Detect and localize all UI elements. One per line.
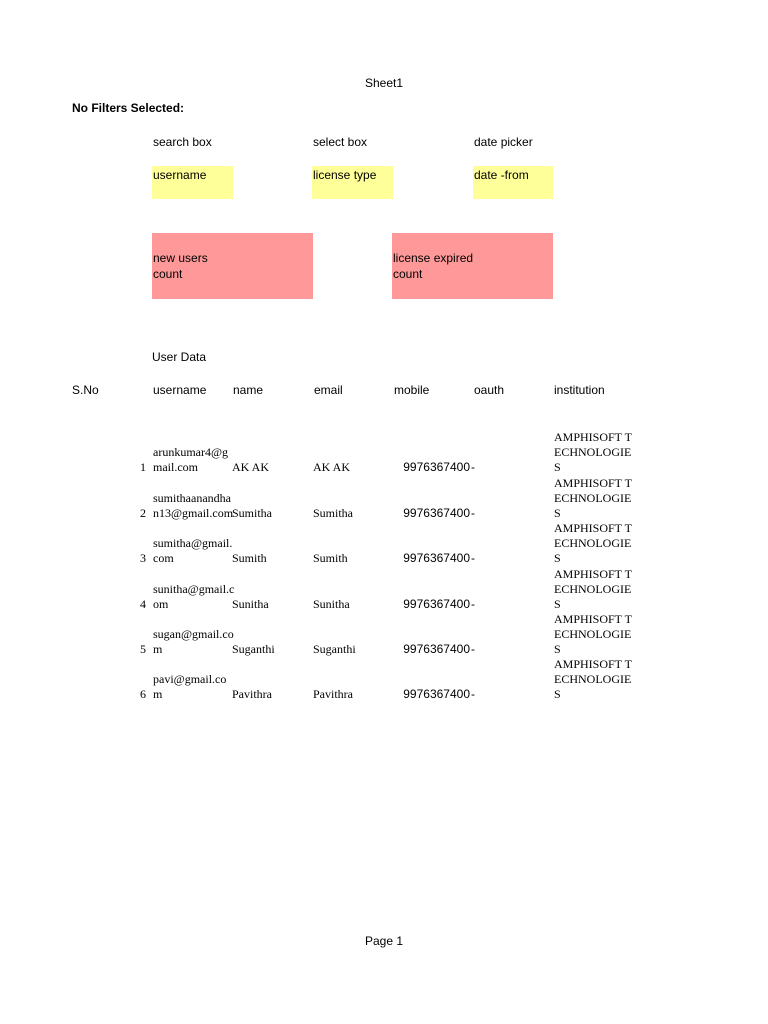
cell-username: sumitha@gmail.com: [153, 536, 233, 565]
page-footer: Page 1: [364, 934, 404, 948]
cell-institution: AMPHISOFT TECHNOLOGIES: [554, 476, 632, 520]
cell-mobile: 9976367400: [403, 642, 470, 656]
license-type-filter-label: license type: [313, 168, 377, 182]
cell-institution: AMPHISOFT TECHNOLOGIES: [554, 521, 632, 565]
cell-oauth: -: [471, 460, 475, 474]
sheet-title: Sheet1: [364, 76, 404, 90]
cell-institution: AMPHISOFT TECHNOLOGIES: [554, 567, 632, 611]
cell-name: AK AK: [232, 460, 270, 474]
cell-username: sunitha@gmail.com: [153, 582, 235, 611]
cell-name: Sunitha: [232, 597, 269, 611]
cell-sno: 4: [140, 597, 146, 611]
cell-username: sugan@gmail.com: [153, 627, 234, 656]
filters-status: No Filters Selected:: [72, 101, 185, 115]
cell-sno: 1: [140, 460, 146, 474]
cell-name: Suganthi: [232, 642, 275, 656]
date-from-filter-label: date -from: [474, 168, 529, 182]
cell-institution: AMPHISOFT TECHNOLOGIES: [554, 430, 632, 474]
cell-sno: 6: [140, 687, 146, 701]
username-filter-label: username: [153, 168, 207, 182]
user-data-title: User Data: [152, 350, 207, 364]
cell-name: Sumitha: [232, 506, 273, 520]
table-row: [0, 476, 768, 521]
col-header-name: name: [233, 383, 264, 397]
cell-sno: 3: [140, 551, 146, 565]
table-row: [0, 430, 768, 475]
license-expired-count-cell: license expired count: [392, 233, 553, 299]
widget-label-date: date picker: [474, 135, 533, 149]
cell-oauth: -: [471, 597, 475, 611]
cell-name: Pavithra: [232, 687, 272, 701]
cell-email: AK AK: [313, 460, 351, 474]
cell-oauth: -: [471, 642, 475, 656]
table-row: [0, 521, 768, 566]
col-header-sno: S.No: [72, 383, 99, 397]
cell-mobile: 9976367400: [403, 460, 470, 474]
cell-email: Suganthi: [313, 642, 356, 656]
cell-sno: 5: [140, 642, 146, 656]
cell-mobile: 9976367400: [403, 551, 470, 565]
cell-email: Sunitha: [313, 597, 350, 611]
new-users-count-cell: new users count: [152, 233, 313, 299]
cell-mobile: 9976367400: [403, 687, 470, 701]
table-row: [0, 657, 768, 702]
cell-email: Sumith: [313, 551, 348, 565]
cell-oauth: -: [471, 551, 475, 565]
cell-oauth: -: [471, 506, 475, 520]
col-header-email: email: [314, 383, 343, 397]
cell-username: pavi@gmail.com: [153, 672, 227, 701]
table-row: [0, 612, 768, 657]
cell-mobile: 9976367400: [403, 597, 470, 611]
col-header-mobile: mobile: [394, 383, 430, 397]
license-type-filter-cell: [312, 166, 393, 199]
col-header-username: username: [153, 383, 207, 397]
widget-label-select: select box: [313, 135, 368, 149]
date-from-filter-cell: [473, 166, 553, 199]
cell-username: arunkumar4@gmail.com: [153, 445, 229, 474]
cell-email: Sumitha: [313, 506, 354, 520]
cell-oauth: -: [471, 687, 475, 701]
cell-mobile: 9976367400: [403, 506, 470, 520]
col-header-oauth: oauth: [474, 383, 505, 397]
cell-sno: 2: [140, 506, 146, 520]
cell-email: Pavithra: [313, 687, 353, 701]
widget-label-search: search box: [153, 135, 212, 149]
col-header-institution: institution: [554, 383, 605, 397]
username-filter-cell: [152, 166, 233, 199]
cell-name: Sumith: [232, 551, 267, 565]
cell-username: sumithaanandhan13@gmail.com: [153, 491, 234, 520]
cell-institution: AMPHISOFT TECHNOLOGIES: [554, 657, 632, 701]
cell-institution: AMPHISOFT TECHNOLOGIES: [554, 612, 632, 656]
table-row: [0, 567, 768, 612]
